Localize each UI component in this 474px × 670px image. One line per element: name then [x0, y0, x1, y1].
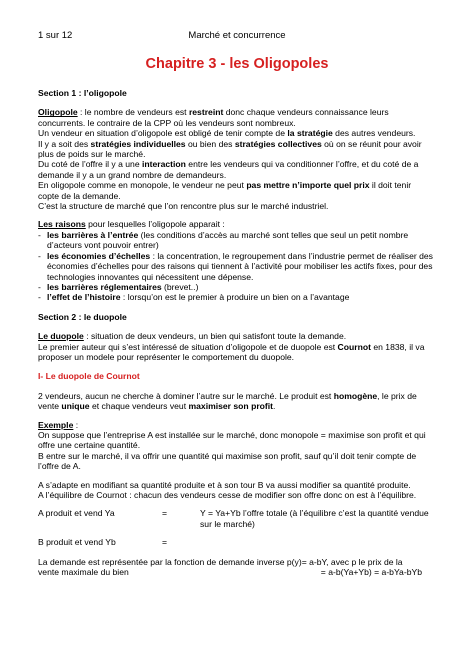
section-2-heading: Section 2 : le duopole — [38, 311, 127, 322]
paragraph-cournot-intro: Le premier auteur qui s’est intéressé de situation d’oligopole et de duopole est Cournot en 1838, il va proposer un modele pour représenter le comportement du duopole. — [38, 341, 425, 362]
demand-paragraph: La demande est représentée par la fonction de demande inverse p(y)= a-bY, avec p le prix de la — [38, 556, 403, 567]
list-item: - les économies d’échelles : la concentration, le regroupement dans l’industrie permet de réaliser des économies d’échelles pour des raisons qui tiennent à l’activité pour mobiliser les actifs fixes, pour des technologies innovantes qui nécessitent une dépense. — [38, 250, 433, 282]
example-label: Exemple : — [38, 419, 79, 430]
cournot-heading: I- Le duopole de Cournot — [38, 371, 140, 382]
page-number: 1 sur 12 — [38, 30, 73, 41]
paragraph-strategie: Un vendeur en situation d’oligopole est obligé de tenir compte de la stratégie des autres vendeurs. — [38, 128, 416, 139]
list-item: - l’effet de l’histoire : lorsqu’on est le premier à produire un bien on a l’avantage — [38, 292, 350, 303]
course-title: Marché et concurrence — [188, 30, 286, 41]
demand-formula-row: vente maximale du bien = a-b(Ya+Yb) = a-bYa-bYb — [38, 567, 422, 578]
document-body — [38, 88, 434, 577]
paragraph-marche-industriel: C’est la structure de marché que l’on rencontre plus sur le marché industriel. — [38, 201, 329, 212]
example-paragraph: B entre sur le marché, il va offrir une quantité qui maximise son profit, sauf qu’il doit tenir compte de l’offre de A. — [38, 450, 417, 472]
chapter-title: Chapitre 3 - les Oligopoles — [145, 56, 329, 72]
paragraph-prix: En oligopole comme en monopole, le vendeur ne peut pas mettre n’importe quel prix il doit tenir copte de la demande. — [38, 180, 412, 201]
paragraph-cournot-hypotheses: 2 vendeurs, aucun ne cherche à dominer l’autre sur le marché. Le produit est homogène, le prix de vente unique et chaque vendeurs veut maximiser son profit. — [38, 390, 417, 412]
equation-row: A produit et vend Ya = Y = Ya+Yb l’offre totale (à l’équilibre c’est la quantité vendue sur le marché) — [38, 508, 429, 529]
example-paragraph: On suppose que l’entreprise A est installée sur le marché, donc monopole = maximise son profit et qui offre une certaine quantité. — [38, 429, 426, 451]
section-1-heading: Section 1 : l’oligopole — [38, 88, 127, 98]
paragraph-raisons: Les raisons pour lesquelles l’oligopole apparait : — [38, 219, 225, 230]
list-item: - les barrières à l’entrée (les conditions d’accès au marché sont telles que seul un petit nombre d’acteurs vont pouvoir entrer) — [38, 229, 409, 251]
example-paragraph: A s’adapte en modifiant sa quantité produite et à son tour B va aussi modifier sa quantité produite. — [38, 479, 411, 490]
paragraph-strategies-types: Il y a soit des stratégies individuelles ou bien des stratégies collectives où on se réunit pour avoir plus de poids sur le marché. — [38, 138, 422, 160]
paragraph-duopole: Le duopole : situation de deux vendeurs, un bien qui satisfont toute la demande. — [38, 331, 347, 342]
paragraph-interaction: Du coté de l’offre il y a une interaction entre les vendeurs qui va conditionner l’offre, et du coté de a demande il y a un grand nombre de demandeurs. — [38, 159, 419, 180]
list-item: - les barrières réglementaires (brevet..) — [38, 281, 199, 292]
paragraph-oligopole: Oligopole : le nombre de vendeurs est restreint donc chaque vendeurs connaissance leurs concurrents. le contraire de la CPP où les vendeurs sont nombreux. — [38, 107, 389, 128]
example-paragraph: A l’équilibre de Cournot : chacun des vendeurs cesse de modifier son offre donc on est à l’équilibre. — [38, 490, 417, 500]
equation-row: B produit et vend Yb = — [38, 537, 168, 548]
